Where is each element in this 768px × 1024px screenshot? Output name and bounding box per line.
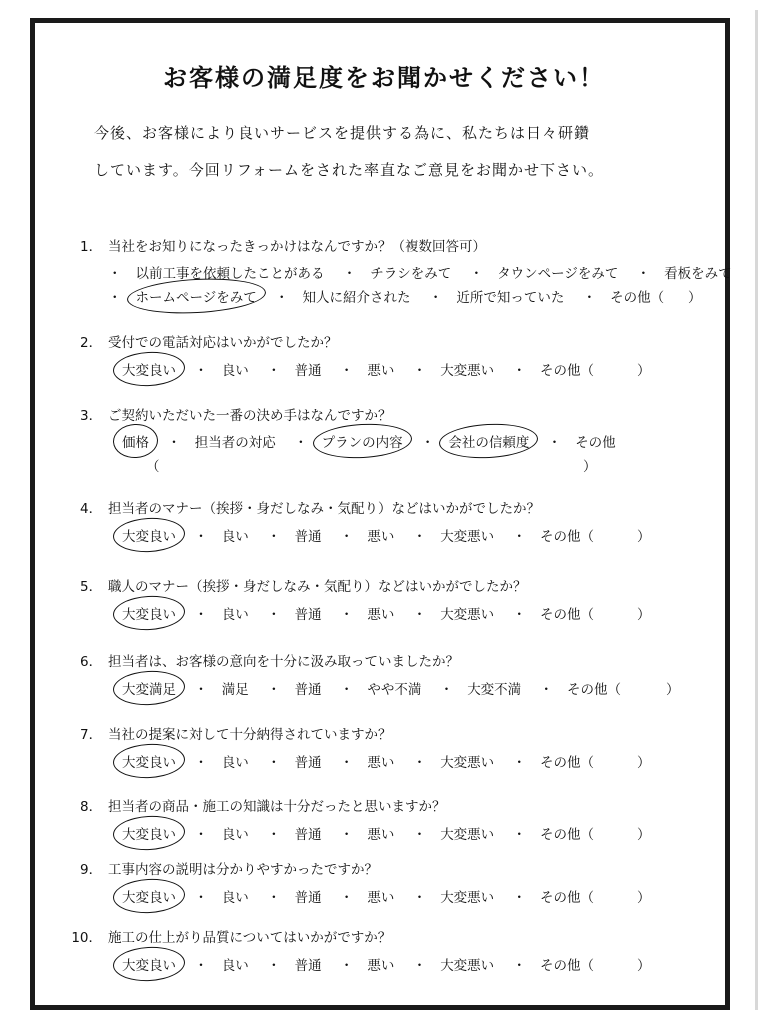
intro-line-1: 今後、お客様により良いサービスを提供する為に、私たちは日々研鑽 — [94, 124, 591, 142]
option-selected: 大変良い — [122, 823, 176, 843]
question-3-options — [122, 431, 616, 451]
option-selected: 大変良い — [122, 525, 176, 545]
question-number: 3． — [80, 408, 103, 424]
option-selected: 大変良い — [122, 954, 176, 974]
option: その他（ — [539, 755, 594, 771]
question-number: 2． — [80, 335, 103, 351]
question-7 — [80, 723, 392, 743]
bullet: ・ — [342, 266, 357, 282]
bullet: ・ — [512, 755, 526, 771]
option: 良い — [221, 958, 249, 974]
question-1-options-row-2 — [108, 286, 664, 306]
close-paren: ） — [637, 607, 651, 623]
question-4 — [80, 497, 540, 517]
option: 良い — [221, 827, 249, 843]
bullet: ・ — [636, 266, 651, 282]
bullet: ・ — [267, 958, 281, 974]
option: 担当者の対応 — [194, 435, 276, 451]
option: その他（ — [539, 363, 594, 379]
question-number: 1． — [80, 239, 103, 255]
bullet: ・ — [339, 607, 354, 623]
bullet: ・ — [512, 529, 526, 545]
bullet: ・ — [267, 682, 281, 698]
question-number: 9． — [80, 862, 103, 878]
option-selected: プランの内容 — [322, 431, 403, 451]
bullet: ・ — [339, 682, 354, 698]
bullet: ・ — [194, 827, 208, 843]
close-paren: ） — [637, 363, 651, 379]
option-selected: ホームページをみて — [136, 286, 257, 306]
bullet: ・ — [267, 607, 281, 623]
question-text: 担当者のマナー（挨拶・身だしなみ・気配り）などはいかがでしたか？ — [108, 501, 540, 517]
option: その他（ — [539, 827, 594, 843]
option: 悪い — [367, 958, 395, 974]
option: 良い — [221, 890, 249, 906]
question-number: 6． — [80, 654, 103, 670]
question-text: 工事内容の説明は分かりやすかったですか？ — [108, 862, 378, 878]
bullet: ・ — [194, 755, 208, 771]
bullet: ・ — [547, 435, 562, 451]
bullet: ・ — [194, 607, 208, 623]
option: 看板をみて — [664, 266, 732, 282]
option: 大変悪い — [440, 890, 495, 906]
question-number: 10． — [71, 930, 102, 946]
bullet: ・ — [412, 363, 427, 379]
bullet: ・ — [267, 363, 281, 379]
bullet: ・ — [267, 890, 281, 906]
option-selected: 大変良い — [122, 359, 176, 379]
bullet: ・ — [512, 363, 526, 379]
option: その他（ — [539, 958, 594, 974]
option-selected: 大変満足 — [122, 678, 176, 698]
question-number: 4． — [80, 501, 103, 517]
question-1 — [80, 235, 486, 255]
bullet: ・ — [275, 290, 289, 306]
bullet: ・ — [582, 290, 597, 306]
option: 悪い — [367, 890, 395, 906]
option: 普通 — [294, 682, 322, 698]
question-text: ご契約いただいた一番の決め手はなんですか？ — [108, 408, 392, 424]
option: 悪い — [367, 607, 395, 623]
close-paren: ） — [637, 827, 651, 843]
option: 大変悪い — [440, 827, 495, 843]
bullet: ・ — [469, 266, 484, 282]
bullet: ・ — [108, 266, 122, 282]
question-10 — [66, 926, 391, 946]
question-text: 担当者は、お客様の意向を十分に汲み取っていましたか？ — [108, 654, 459, 670]
bullet: ・ — [539, 682, 553, 698]
option: その他（ — [539, 529, 594, 545]
close-paren: ） — [688, 290, 702, 306]
bullet: ・ — [412, 827, 427, 843]
close-paren: ） — [583, 459, 597, 475]
bullet: ・ — [412, 529, 427, 545]
option: その他（ — [610, 290, 665, 306]
bullet: ・ — [339, 958, 354, 974]
bullet: ・ — [167, 435, 181, 451]
question-5-options — [122, 603, 594, 623]
option-selected: 会社の信頼度 — [448, 431, 529, 451]
bullet: ・ — [412, 755, 427, 771]
question-text: 当社の提案に対して十分納得されていますか？ — [108, 727, 392, 743]
bullet: ・ — [194, 958, 208, 974]
bullet: ・ — [339, 363, 354, 379]
question-2 — [80, 331, 338, 351]
option: 良い — [221, 755, 249, 771]
bullet: ・ — [294, 435, 308, 451]
question-text: 施工の仕上がり品質についてはいかがですか？ — [108, 930, 392, 946]
option: 大変悪い — [440, 607, 495, 623]
option: 近所で知っていた — [456, 290, 565, 306]
bullet: ・ — [512, 607, 526, 623]
question-8 — [80, 795, 446, 815]
bullet: ・ — [339, 755, 354, 771]
bullet: ・ — [267, 827, 281, 843]
option: 大変不満 — [467, 682, 522, 698]
bullet: ・ — [194, 682, 208, 698]
close-paren: ） — [666, 682, 680, 698]
question-6-options — [122, 678, 621, 698]
bullet: ・ — [194, 363, 208, 379]
option: 良い — [221, 607, 249, 623]
bullet: ・ — [420, 435, 435, 451]
option: やや不満 — [367, 682, 422, 698]
option: 普通 — [294, 529, 322, 545]
open-paren: （ — [146, 459, 160, 475]
question-text: 職人のマナー（挨拶・身だしなみ・気配り）などはいかがでしたか？ — [108, 579, 527, 595]
scan-edge-shadow — [755, 10, 758, 1010]
option: 満足 — [221, 682, 249, 698]
option-selected: 価格 — [122, 431, 149, 451]
option: その他（ — [539, 890, 594, 906]
option: 悪い — [367, 363, 395, 379]
bullet: ・ — [412, 607, 427, 623]
question-9 — [80, 858, 378, 878]
option: 良い — [221, 529, 249, 545]
question-10-options — [122, 954, 594, 974]
option: 大変悪い — [440, 529, 495, 545]
bullet: ・ — [194, 890, 208, 906]
question-2-options — [122, 359, 594, 379]
option: 知人に紹介された — [302, 290, 411, 306]
question-number: 8． — [80, 799, 103, 815]
option: 大変悪い — [440, 958, 495, 974]
option-selected: 大変良い — [122, 603, 176, 623]
close-paren: ） — [637, 755, 651, 771]
bullet: ・ — [339, 529, 354, 545]
option: その他（ — [539, 607, 594, 623]
bullet: ・ — [439, 682, 454, 698]
option-selected: 大変良い — [122, 751, 176, 771]
option: 良い — [221, 363, 249, 379]
bullet: ・ — [267, 755, 281, 771]
bullet: ・ — [428, 290, 443, 306]
bullet: ・ — [412, 890, 427, 906]
bullet: ・ — [512, 827, 526, 843]
question-text: 受付での電話対応はいかがでしたか？ — [108, 335, 338, 351]
question-3 — [80, 404, 392, 424]
question-number: 7． — [80, 727, 103, 743]
bullet: ・ — [412, 958, 427, 974]
question-5 — [80, 575, 527, 595]
option: 普通 — [294, 755, 322, 771]
question-6 — [80, 650, 459, 670]
option: 普通 — [294, 827, 322, 843]
question-4-options — [122, 525, 594, 545]
bullet: ・ — [194, 529, 208, 545]
question-9-options — [122, 886, 594, 906]
bullet: ・ — [339, 827, 354, 843]
option: その他（ — [566, 682, 621, 698]
question-text: 担当者の商品・施工の知識は十分だったと思いますか？ — [108, 799, 446, 815]
bullet: ・ — [267, 529, 281, 545]
question-7-options — [122, 751, 594, 771]
option: 大変悪い — [440, 363, 495, 379]
option: 悪い — [367, 827, 395, 843]
page-title: お客様の満足度をお聞かせください！ — [163, 64, 605, 92]
option: 普通 — [294, 890, 322, 906]
option: チラシをみて — [370, 266, 452, 282]
bullet: ・ — [512, 958, 526, 974]
option: 以前工事を依頼したことがある — [135, 266, 325, 282]
option: タウンページをみて — [497, 266, 619, 282]
close-paren: ） — [637, 529, 651, 545]
option: 普通 — [294, 958, 322, 974]
close-paren: ） — [637, 958, 651, 974]
question-number: 5． — [80, 579, 103, 595]
option-selected: 大変良い — [122, 886, 176, 906]
question-8-options — [122, 823, 594, 843]
option: その他 — [575, 435, 616, 451]
close-paren: ） — [637, 890, 651, 906]
bullet: ・ — [512, 890, 526, 906]
bullet: ・ — [108, 290, 122, 306]
bullet: ・ — [339, 890, 354, 906]
option: 悪い — [367, 755, 395, 771]
question-text: 当社をお知りになったきっかけはなんですか？（複数回答可） — [108, 239, 486, 255]
option: 普通 — [294, 363, 322, 379]
intro-line-2: しています。今回リフォームをされた率直なご意見をお聞かせ下さい。 — [94, 161, 605, 179]
option: 普通 — [294, 607, 322, 623]
option: 悪い — [367, 529, 395, 545]
option: 大変悪い — [440, 755, 495, 771]
